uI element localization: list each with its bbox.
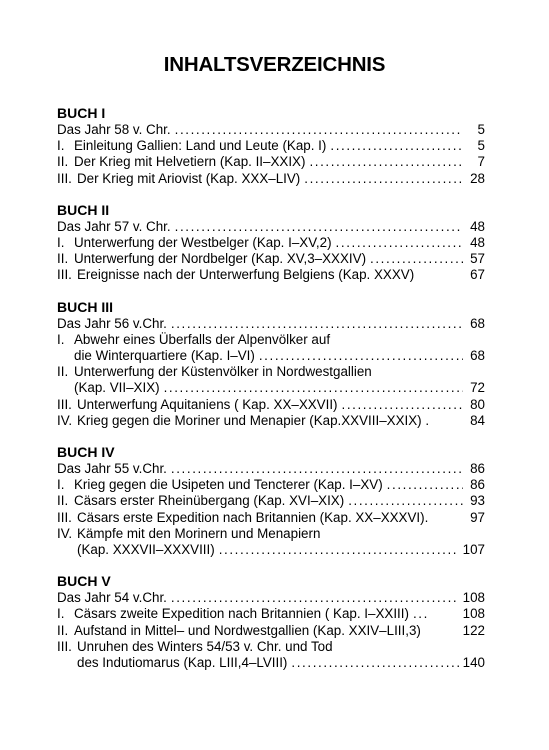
book-title: BUCH V bbox=[57, 573, 111, 590]
entry-label: Unterwerfung der Nordbelger (Kap. XV,3–XXXIV) bbox=[74, 251, 367, 267]
entry-label-line1: Unruhen des Winters 54/53 v. Chr. und Tod bbox=[77, 638, 333, 654]
entry-label: Der Krieg mit Ariovist (Kap. XXX–LIV) bbox=[77, 170, 301, 186]
toc-entry bbox=[57, 510, 485, 526]
page-number: 93 bbox=[470, 493, 485, 509]
leader-dots bbox=[259, 348, 463, 364]
toc-entry bbox=[57, 122, 485, 138]
page-number: 80 bbox=[470, 396, 485, 412]
leader-dots bbox=[309, 154, 463, 170]
toc-entry bbox=[57, 639, 485, 671]
page-number: 48 bbox=[470, 235, 485, 251]
leader-dots bbox=[370, 251, 463, 267]
entry-numeral: IV. bbox=[57, 525, 73, 541]
page-number: 107 bbox=[462, 542, 485, 558]
entry-label: Unterwerfung der Westbelger (Kap. I–XV,2) bbox=[74, 235, 332, 251]
book-section bbox=[57, 573, 485, 671]
book-title: BUCH IV bbox=[57, 444, 115, 461]
leader-dots bbox=[175, 122, 463, 138]
toc-entry bbox=[57, 493, 485, 509]
entry-numeral: I. bbox=[57, 331, 65, 347]
toc-entry bbox=[57, 606, 485, 622]
leader-dots bbox=[171, 316, 463, 332]
page-number: 86 bbox=[470, 461, 485, 477]
leader-dots bbox=[219, 542, 459, 558]
entry-label: Cäsars erste Expedition nach Britannien (Kap. XX–XXXVI). bbox=[77, 509, 429, 525]
book-title: BUCH I bbox=[57, 105, 106, 121]
leader-dots bbox=[387, 477, 463, 493]
leader-dots bbox=[171, 590, 459, 606]
entry-numeral: I. bbox=[57, 477, 65, 493]
entry-label: Aufstand in Mittel– und Nordwestgallien (Kap. XXIV–LIII,3) bbox=[74, 622, 421, 638]
toc-entry bbox=[57, 235, 485, 251]
page-number: 108 bbox=[462, 606, 485, 622]
entry-numeral: II. bbox=[57, 154, 69, 170]
book-section bbox=[57, 105, 485, 187]
book-title: BUCH III bbox=[57, 298, 113, 315]
entry-label: Krieg gegen die Usipeten und Tencterer (Kap. I–XV) bbox=[74, 477, 383, 493]
book-section bbox=[57, 444, 485, 558]
entry-label: Ereignisse nach der Unterwerfung Belgiens (Kap. XXXV) bbox=[77, 267, 415, 283]
toc-entry bbox=[57, 590, 485, 606]
page-number: 140 bbox=[462, 655, 485, 671]
entry-label: Cäsars zweite Expedition nach Britannien ( Kap. I–XXIII) bbox=[74, 606, 409, 622]
leader-dots bbox=[171, 461, 463, 477]
leader-dots bbox=[336, 235, 463, 251]
page-number: 67 bbox=[470, 267, 485, 283]
leader-dots bbox=[348, 493, 463, 509]
entry-numeral: III. bbox=[57, 396, 72, 412]
entry-numeral: IV. bbox=[57, 412, 73, 428]
page-number: 122 bbox=[462, 622, 485, 638]
entry-label: Der Krieg mit Helvetiern (Kap. II–XXIX) bbox=[74, 154, 306, 170]
entry-label-line1: Unterwerfung der Küstenvölker in Nordwestgallien bbox=[74, 364, 372, 380]
entry-numeral: I. bbox=[57, 606, 65, 622]
toc-entry bbox=[57, 332, 485, 364]
leader-dots bbox=[164, 380, 463, 396]
toc-entry bbox=[57, 397, 485, 413]
toc-entry bbox=[57, 477, 485, 493]
book-section bbox=[57, 202, 485, 284]
page-number: 57 bbox=[470, 251, 485, 267]
page-title: INHALTSVERZEICHNIS bbox=[163, 53, 386, 76]
entry-numeral: II. bbox=[57, 622, 69, 638]
toc-entry bbox=[57, 623, 485, 639]
entry-numeral: II. bbox=[57, 493, 69, 509]
page-number: 5 bbox=[477, 138, 485, 154]
entry-label: Krieg gegen die Moriner und Menapier (Kap.XXVIII–XXIX) . bbox=[77, 412, 430, 428]
leader-dots bbox=[304, 171, 463, 187]
page-number: 68 bbox=[470, 315, 485, 331]
toc-entry bbox=[57, 413, 485, 429]
entry-numeral: III. bbox=[57, 638, 72, 654]
entry-label: Unterwerfung Aquitaniens ( Kap. XX–XXVII) bbox=[77, 396, 338, 412]
leader-dots bbox=[175, 219, 463, 235]
entry-label-line1: Kämpfe mit den Morinern und Menapiern bbox=[77, 525, 321, 541]
page-number: 97 bbox=[470, 509, 485, 525]
leader-dots bbox=[413, 606, 427, 622]
page-number: 68 bbox=[470, 348, 485, 364]
entry-label: (Kap. VII–XIX) bbox=[74, 380, 160, 396]
toc-entry bbox=[57, 138, 485, 154]
toc-entry bbox=[57, 154, 485, 170]
toc-entry bbox=[57, 219, 485, 235]
leader-dots bbox=[342, 397, 463, 413]
book-title: BUCH II bbox=[57, 201, 110, 218]
table-of-contents bbox=[57, 105, 485, 686]
toc-entry bbox=[57, 267, 485, 283]
book-section bbox=[57, 299, 485, 429]
entry-label: Cäsars erster Rheinübergang (Kap. XVI–XIX) bbox=[74, 493, 345, 509]
leader-dots bbox=[291, 655, 458, 671]
page-number: 72 bbox=[470, 380, 485, 396]
toc-entry bbox=[57, 251, 485, 267]
entry-label: Das Jahr 54 v.Chr. bbox=[57, 590, 167, 606]
entry-numeral: III. bbox=[57, 170, 72, 186]
entry-label: die Winterquartiere (Kap. I–VI) bbox=[74, 348, 255, 364]
entry-label: (Kap. XXXVII–XXXVIII) bbox=[77, 542, 215, 558]
entry-label: Einleitung Gallien: Land und Leute (Kap. I) bbox=[74, 138, 327, 154]
page-number: 48 bbox=[470, 218, 485, 234]
page-number: 28 bbox=[470, 170, 485, 186]
entry-numeral: III. bbox=[57, 509, 72, 525]
entry-numeral: III. bbox=[57, 267, 72, 283]
entry-label-line1: Abwehr eines Überfalls der Alpenvölker auf bbox=[74, 331, 331, 347]
entry-label: Das Jahr 56 v.Chr. bbox=[57, 315, 167, 331]
entry-label: Das Jahr 57 v. Chr. bbox=[57, 218, 171, 234]
entry-label: Das Jahr 58 v. Chr. bbox=[57, 122, 171, 137]
entry-numeral: I. bbox=[57, 235, 65, 251]
entry-numeral: I. bbox=[57, 138, 65, 154]
toc-entry bbox=[57, 316, 485, 332]
page-number: 7 bbox=[477, 154, 485, 170]
page-number: 86 bbox=[470, 477, 485, 493]
page-number: 84 bbox=[470, 412, 485, 428]
toc-entry bbox=[57, 171, 485, 187]
page-number: 108 bbox=[462, 590, 485, 606]
entry-numeral: II. bbox=[57, 251, 69, 267]
toc-entry bbox=[57, 526, 485, 558]
page-number: 5 bbox=[477, 122, 485, 137]
entry-label: des Indutiomarus (Kap. LIII,4–LVIII) bbox=[77, 655, 288, 671]
toc-entry bbox=[57, 461, 485, 477]
toc-entry bbox=[57, 364, 485, 396]
leader-dots bbox=[330, 138, 463, 154]
entry-label: Das Jahr 55 v.Chr. bbox=[57, 461, 167, 477]
entry-numeral: II. bbox=[57, 364, 69, 380]
